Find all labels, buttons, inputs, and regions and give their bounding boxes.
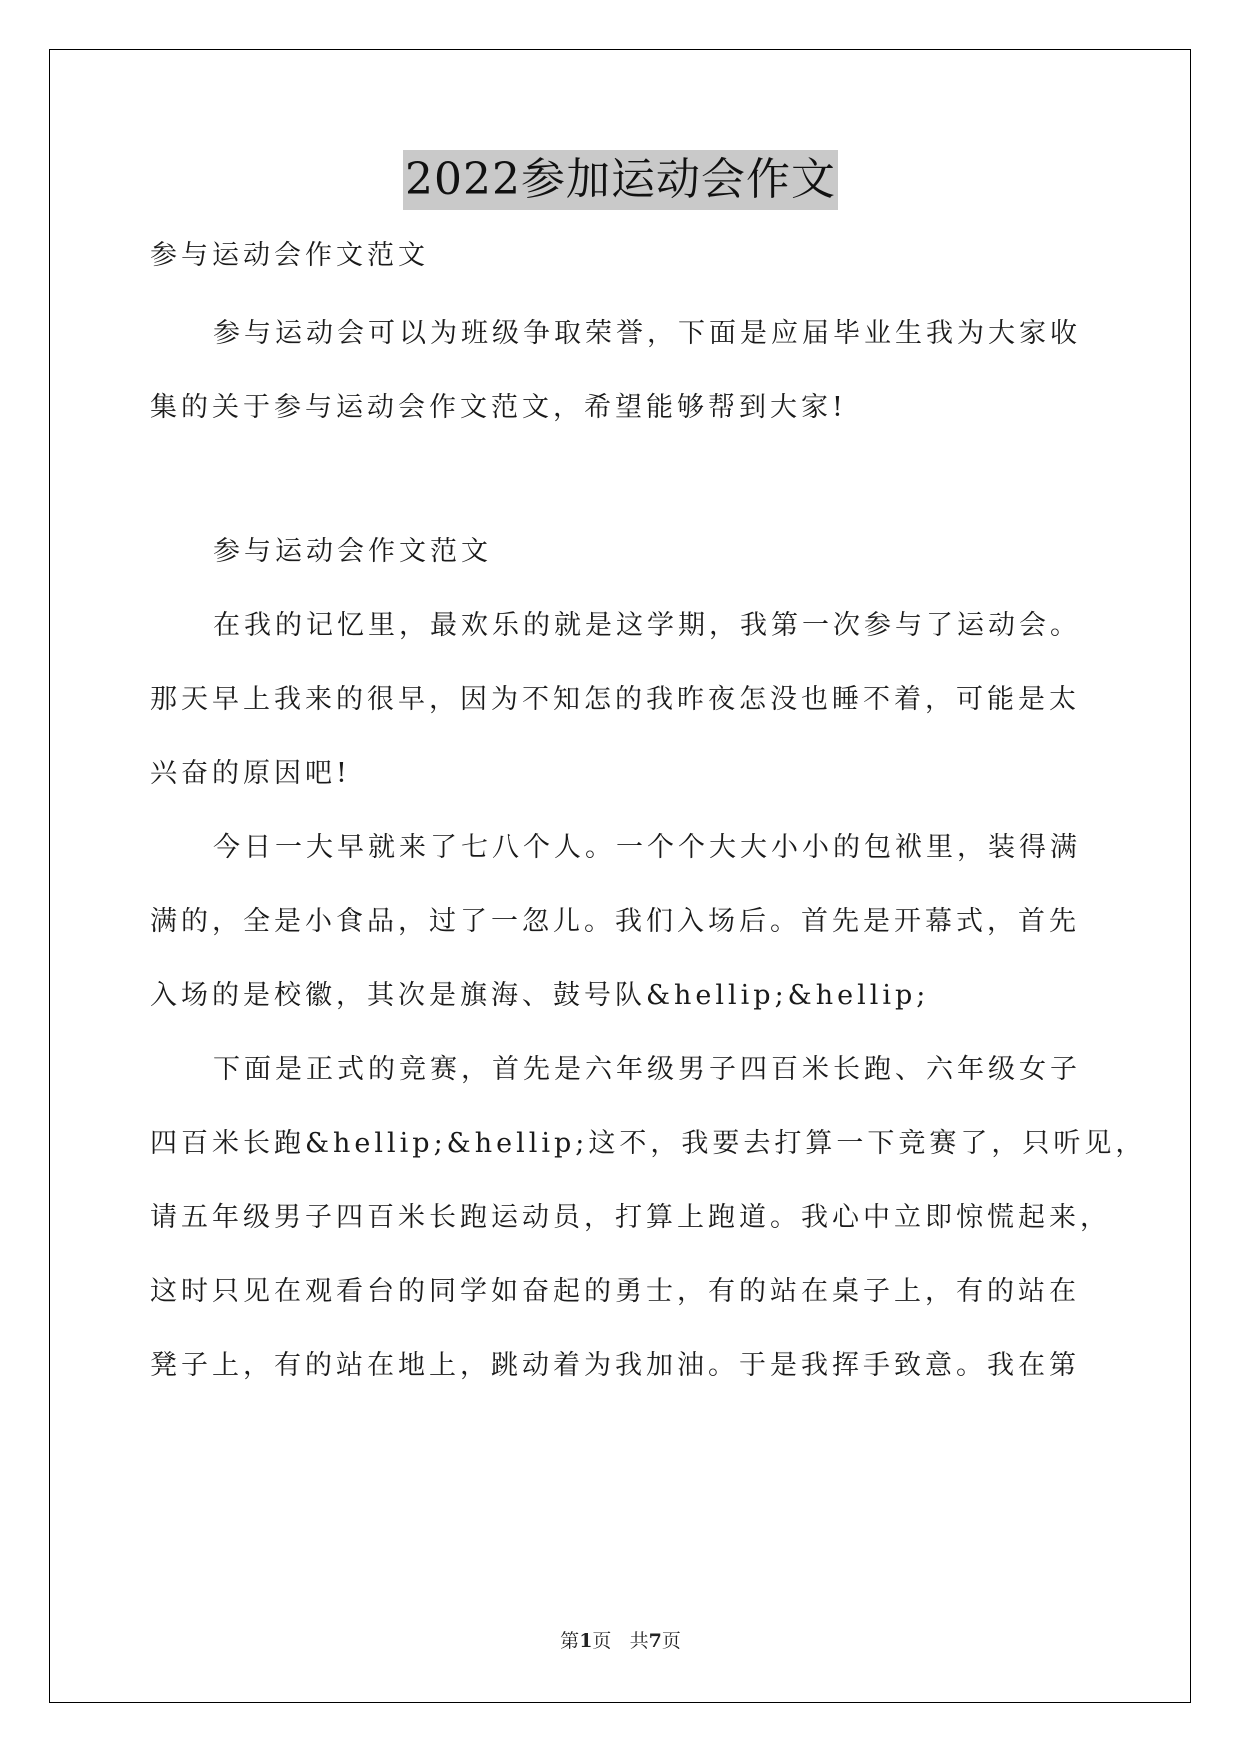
paragraph-line: 满的，全是小食品，过了一忽儿。我们入场后。首先是开幕式，首先 (150, 906, 1080, 937)
page-footer (0, 1628, 1241, 1654)
section-heading-line: 参与运动会作文范文 (213, 536, 492, 567)
paragraph-line: 集的关于参与运动会作文范文，希望能够帮到大家! (150, 392, 847, 423)
paragraph-line: 今日一大早就来了七八个人。一个个大大小小的包袱里，装得满 (213, 832, 1081, 863)
total-suffix: 页 (661, 1630, 681, 1652)
paragraph-line: 这时只见在观看台的同学如奋起的勇士，有的站在桌子上，有的站在 (150, 1276, 1080, 1307)
paragraph-line: 入场的是校徽，其次是旗海、鼓号队&hellip;&hellip; (150, 980, 930, 1011)
paragraph-line: 参与运动会可以为班级争取荣誉，下面是应届毕业生我为大家收 (213, 318, 1081, 349)
page-suffix: 页 (592, 1630, 612, 1652)
subtitle-line: 参与运动会作文范文 (150, 240, 429, 271)
page-border (49, 49, 1191, 1703)
document-title: 2022参加运动会作文 (403, 150, 838, 210)
paragraph-line: 四百米长跑&hellip;&hellip;这不，我要去打算一下竞赛了，只听见， (150, 1128, 1147, 1159)
paragraph-line: 在我的记忆里，最欢乐的就是这学期，我第一次参与了运动会。 (213, 610, 1081, 641)
total-pages: 7 (648, 1630, 662, 1652)
paragraph-line: 兴奋的原因吧! (150, 758, 351, 789)
paragraph-line: 下面是正式的竞赛，首先是六年级男子四百米长跑、六年级女子 (213, 1054, 1081, 1085)
page-prefix: 第 (560, 1630, 580, 1652)
paragraph-line: 请五年级男子四百米长跑运动员，打算上跑道。我心中立即惊慌起来， (150, 1202, 1111, 1233)
page-number: 1 (579, 1630, 593, 1652)
title-container (0, 150, 1241, 210)
paragraph-line: 凳子上，有的站在地上，跳动着为我加油。于是我挥手致意。我在第 (150, 1350, 1080, 1381)
total-prefix: 共 (629, 1630, 649, 1652)
paragraph-line: 那天早上我来的很早，因为不知怎的我昨夜怎没也睡不着，可能是太 (150, 684, 1080, 715)
